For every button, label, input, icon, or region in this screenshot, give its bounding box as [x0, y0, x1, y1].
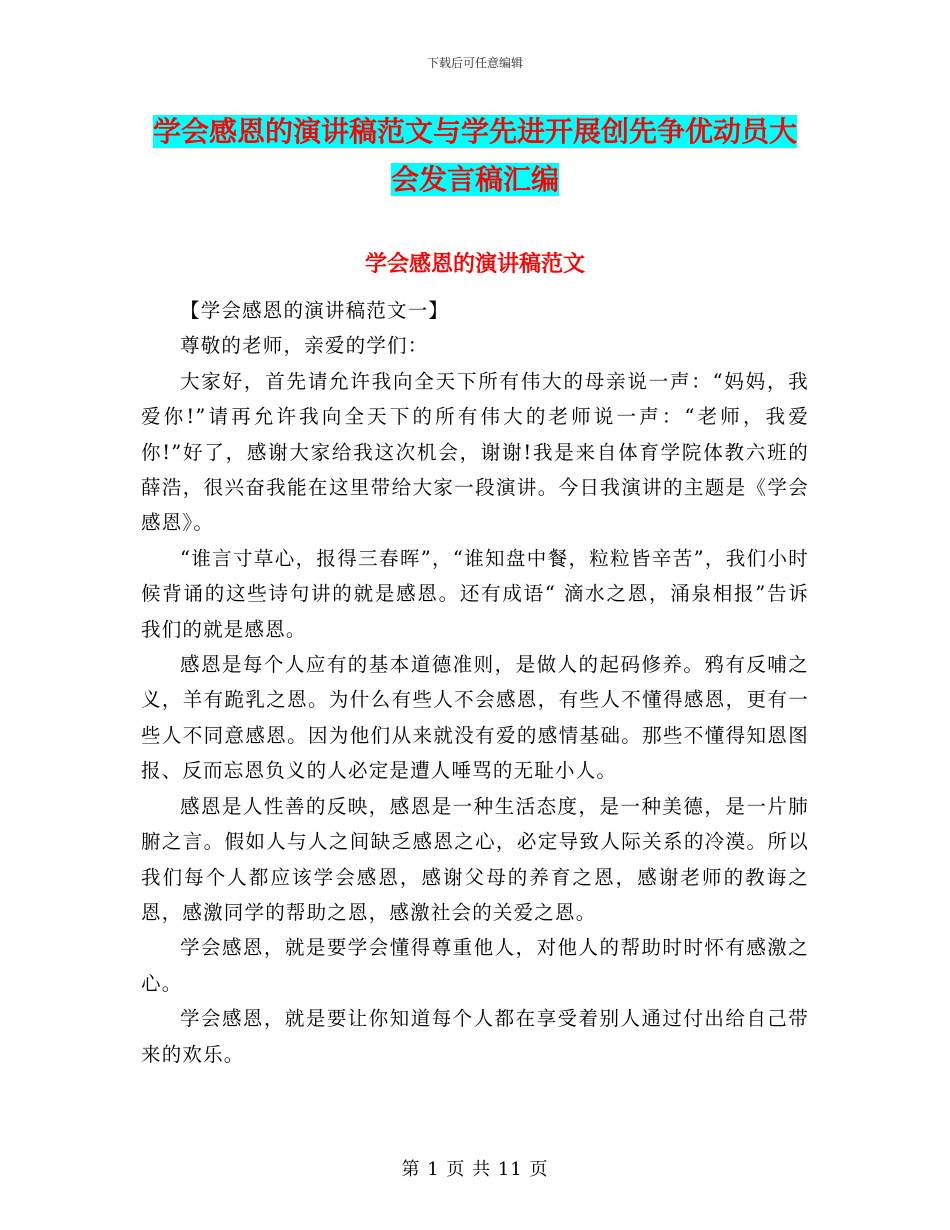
- paragraph: 大家好，首先请允许我向全天下所有伟大的母亲说一声：“妈妈，我爱你!”请再允许我向全天下的所有伟大的老师说一声：“老师，我爱你!”好了，感谢大家给我这次机会，谢谢!我是来自体育学院体教六班的薛浩，很兴奋我能在这里带给大家一段演讲。今日我演讲的主题是《学会感恩》。: [141, 369, 809, 535]
- paragraph: 感恩是人性善的反映，感恩是一种生活态度，是一种美德，是一片肺腑之言。假如人与人之间缺乏感恩之心，必定导致人际关系的冷漠。所以我们每个人都应该学会感恩，感谢父母的养育之恩，感谢老师的教诲之恩，感激同学的帮助之恩，感激社会的关爱之恩。: [141, 794, 809, 924]
- paragraph: “谁言寸草心，报得三春晖”，“谁知盘中餐，粒粒皆辛苦”，我们小时候背诵的这些诗句讲的就是感恩。还有成语“ 滴水之恩，涌泉相报”告诉我们的就是感恩。: [141, 546, 809, 641]
- body-text: [141, 293, 809, 1072]
- paragraph-heading: 【学会感恩的演讲稿范文一】: [180, 299, 450, 322]
- section-title: 学会感恩的演讲稿范文: [364, 252, 585, 277]
- document-title-line-2: 会发言稿汇编: [390, 163, 559, 196]
- page-footer: 第 1 页 共 11 页: [401, 1159, 549, 1180]
- paragraph: 感恩是每个人应有的基本道德准则，是做人的起码修养。鸦有反哺之义，羊有跪乳之恩。为什么有些人不会感恩，有些人不懂得感恩，更有一些人不同意感恩。因为他们从来就没有爱的感情基础。那些不懂得知恩图报、反而忘恩负义的人必定是遭人唾骂的无耻小人。: [141, 653, 809, 783]
- header-note: 下载后可任意编辑: [426, 56, 523, 70]
- paragraph-salutation: 尊敬的老师，亲爱的学们：: [180, 334, 429, 358]
- document-title-line-1: 学会感恩的演讲稿范文与学先进开展创先争优动员大: [152, 115, 797, 148]
- paragraph: 学会感恩，就是要学会懂得尊重他人，对他人的帮助时时怀有感激之心。: [141, 936, 809, 995]
- paragraph: 学会感恩，就是要让你知道每个人都在享受着别人通过付出给自己带来的欢乐。: [141, 1007, 809, 1066]
- document-title: [140, 108, 810, 204]
